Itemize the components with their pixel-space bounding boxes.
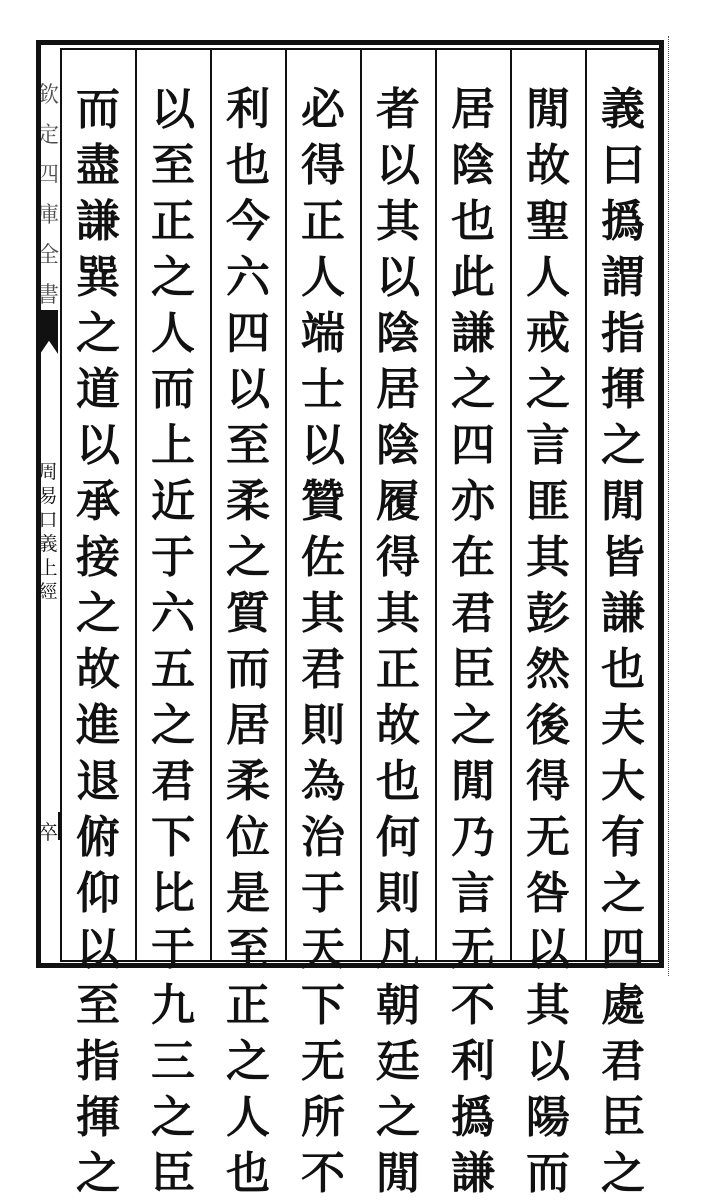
text-char: 君 bbox=[151, 756, 195, 807]
text-char: 正 bbox=[151, 196, 195, 247]
text-char: 其 bbox=[376, 588, 420, 639]
text-char: 至 bbox=[226, 924, 270, 975]
column-divider bbox=[285, 48, 287, 962]
book-title-char: 全 bbox=[36, 243, 59, 268]
text-char: 後 bbox=[526, 700, 570, 751]
text-char: 閒 bbox=[376, 1148, 420, 1199]
text-char: 于 bbox=[301, 868, 345, 919]
text-column bbox=[295, 82, 351, 1199]
text-char: 質 bbox=[226, 588, 270, 639]
text-char: 揮 bbox=[601, 364, 645, 415]
text-char: 人 bbox=[526, 252, 570, 303]
text-column bbox=[220, 82, 276, 1199]
text-char: 人 bbox=[301, 252, 345, 303]
column-divider bbox=[135, 48, 137, 962]
text-char: 于 bbox=[151, 532, 195, 583]
text-char: 以 bbox=[526, 1036, 570, 1087]
column-divider bbox=[585, 48, 587, 962]
section-label-char: 義 bbox=[38, 533, 58, 555]
text-char: 利 bbox=[451, 1036, 495, 1087]
text-char: 端 bbox=[301, 308, 345, 359]
column-divider bbox=[360, 48, 362, 962]
text-char: 六 bbox=[226, 252, 270, 303]
page-margin-strip bbox=[36, 40, 60, 968]
text-char: 不 bbox=[451, 980, 495, 1031]
text-char: 揮 bbox=[76, 1092, 120, 1143]
text-char: 俯 bbox=[76, 812, 120, 863]
section-label-char: 上 bbox=[38, 557, 58, 579]
text-char: 人 bbox=[151, 308, 195, 359]
text-char: 退 bbox=[76, 756, 120, 807]
text-char: 人 bbox=[226, 1092, 270, 1143]
text-char: 履 bbox=[376, 476, 420, 527]
text-char: 以 bbox=[301, 420, 345, 471]
text-char: 三 bbox=[151, 1036, 195, 1087]
text-char: 故 bbox=[376, 700, 420, 751]
text-char: 得 bbox=[526, 756, 570, 807]
text-char: 閒 bbox=[601, 476, 645, 527]
text-char: 之 bbox=[601, 420, 645, 471]
text-char: 以 bbox=[226, 364, 270, 415]
text-char: 正 bbox=[376, 644, 420, 695]
page-number bbox=[36, 820, 60, 844]
text-char: 之 bbox=[226, 1036, 270, 1087]
text-char: 之 bbox=[76, 588, 120, 639]
text-char: 正 bbox=[301, 196, 345, 247]
text-char: 士 bbox=[301, 364, 345, 415]
text-char: 盡 bbox=[76, 140, 120, 191]
text-char: 故 bbox=[76, 644, 120, 695]
book-title-char: 庫 bbox=[36, 203, 59, 228]
text-char: 至 bbox=[226, 420, 270, 471]
text-char: 无 bbox=[451, 924, 495, 975]
text-char: 在 bbox=[451, 532, 495, 583]
text-column bbox=[70, 82, 126, 1199]
text-char: 者 bbox=[376, 84, 420, 135]
text-char: 以 bbox=[76, 924, 120, 975]
text-char: 之 bbox=[526, 364, 570, 415]
text-char: 之 bbox=[151, 252, 195, 303]
text-char: 利 bbox=[226, 84, 270, 135]
book-title-char: 四 bbox=[36, 163, 59, 188]
text-char: 處 bbox=[601, 980, 645, 1031]
text-char: 謙 bbox=[451, 1148, 495, 1199]
text-char: 則 bbox=[376, 868, 420, 919]
text-char: 今 bbox=[226, 196, 270, 247]
text-char: 其 bbox=[376, 196, 420, 247]
text-char: 居 bbox=[226, 700, 270, 751]
text-char: 六 bbox=[151, 588, 195, 639]
scan-edge bbox=[668, 36, 677, 976]
text-char: 至 bbox=[151, 140, 195, 191]
text-char: 是 bbox=[226, 868, 270, 919]
text-char: 閒 bbox=[451, 756, 495, 807]
text-char: 此 bbox=[451, 252, 495, 303]
text-char: 贊 bbox=[301, 476, 345, 527]
text-char: 謙 bbox=[451, 308, 495, 359]
text-char: 也 bbox=[226, 1148, 270, 1199]
text-char: 亦 bbox=[451, 476, 495, 527]
text-char: 位 bbox=[226, 812, 270, 863]
text-column bbox=[445, 82, 501, 1199]
text-char: 義 bbox=[601, 84, 645, 135]
book-title bbox=[36, 76, 60, 316]
book-title-char: 欽 bbox=[36, 83, 59, 108]
text-char: 而 bbox=[151, 364, 195, 415]
book-title-char: 書 bbox=[36, 283, 59, 308]
text-char: 指 bbox=[601, 308, 645, 359]
text-char: 匪 bbox=[526, 476, 570, 527]
text-char: 陽 bbox=[526, 1092, 570, 1143]
text-char: 謂 bbox=[601, 252, 645, 303]
text-char: 近 bbox=[151, 476, 195, 527]
text-char: 下 bbox=[151, 812, 195, 863]
text-char: 四 bbox=[226, 308, 270, 359]
text-char: 于 bbox=[151, 924, 195, 975]
text-column bbox=[520, 82, 576, 1199]
text-char: 仰 bbox=[76, 868, 120, 919]
page-number-char: 卒 bbox=[38, 820, 58, 844]
text-char: 之 bbox=[451, 700, 495, 751]
text-char: 道 bbox=[76, 364, 120, 415]
text-char: 所 bbox=[301, 1092, 345, 1143]
text-char: 无 bbox=[526, 812, 570, 863]
text-char: 巽 bbox=[76, 252, 120, 303]
text-column bbox=[595, 82, 651, 1199]
section-label-char: 易 bbox=[38, 485, 58, 507]
text-char: 陰 bbox=[451, 140, 495, 191]
text-char: 為 bbox=[301, 756, 345, 807]
text-char: 閒 bbox=[526, 84, 570, 135]
text-char: 臣 bbox=[601, 1092, 645, 1143]
text-char: 之 bbox=[151, 700, 195, 751]
text-char: 以 bbox=[526, 924, 570, 975]
text-char: 居 bbox=[376, 364, 420, 415]
text-char: 之 bbox=[151, 1092, 195, 1143]
column-divider bbox=[510, 48, 512, 962]
column-divider bbox=[210, 48, 212, 962]
text-char: 君 bbox=[301, 644, 345, 695]
text-char: 得 bbox=[376, 532, 420, 583]
text-char: 九 bbox=[151, 980, 195, 1031]
text-char: 接 bbox=[76, 532, 120, 583]
page-number-rule bbox=[58, 812, 62, 840]
text-column bbox=[370, 82, 426, 1199]
text-char: 正 bbox=[226, 980, 270, 1031]
text-char: 撝 bbox=[601, 196, 645, 247]
text-char: 也 bbox=[601, 644, 645, 695]
text-char: 皆 bbox=[601, 532, 645, 583]
text-column bbox=[145, 82, 201, 1199]
section-label-char: 周 bbox=[38, 461, 58, 483]
text-char: 之 bbox=[451, 364, 495, 415]
text-char: 以 bbox=[76, 420, 120, 471]
text-char: 柔 bbox=[226, 756, 270, 807]
text-char: 下 bbox=[301, 980, 345, 1031]
text-char: 君 bbox=[451, 588, 495, 639]
text-char: 何 bbox=[376, 812, 420, 863]
text-char: 而 bbox=[76, 84, 120, 135]
text-char: 陰 bbox=[376, 308, 420, 359]
text-char: 上 bbox=[151, 420, 195, 471]
text-char: 无 bbox=[301, 1036, 345, 1087]
text-char: 四 bbox=[451, 420, 495, 471]
text-char: 乃 bbox=[451, 812, 495, 863]
text-char: 撝 bbox=[451, 1092, 495, 1143]
text-char: 臣 bbox=[151, 1148, 195, 1199]
text-char: 居 bbox=[451, 84, 495, 135]
text-char: 而 bbox=[526, 1148, 570, 1199]
text-char: 進 bbox=[76, 700, 120, 751]
text-char: 治 bbox=[301, 812, 345, 863]
text-char: 曰 bbox=[601, 140, 645, 191]
text-char: 而 bbox=[226, 644, 270, 695]
text-char: 大 bbox=[601, 756, 645, 807]
text-char: 之 bbox=[601, 1148, 645, 1199]
text-char: 之 bbox=[376, 1092, 420, 1143]
text-char: 彭 bbox=[526, 588, 570, 639]
text-char: 也 bbox=[451, 196, 495, 247]
text-char: 之 bbox=[601, 868, 645, 919]
text-char: 聖 bbox=[526, 196, 570, 247]
text-char: 指 bbox=[76, 1036, 120, 1087]
text-char: 以 bbox=[376, 140, 420, 191]
text-char: 以 bbox=[376, 252, 420, 303]
text-char: 謙 bbox=[76, 196, 120, 247]
text-char: 不 bbox=[301, 1148, 345, 1199]
text-char: 朝 bbox=[376, 980, 420, 1031]
text-char: 之 bbox=[76, 1148, 120, 1199]
text-char: 以 bbox=[151, 84, 195, 135]
text-char: 謙 bbox=[601, 588, 645, 639]
text-char: 有 bbox=[601, 812, 645, 863]
section-label bbox=[36, 460, 60, 604]
text-char: 廷 bbox=[376, 1036, 420, 1087]
text-char: 其 bbox=[301, 588, 345, 639]
text-char: 夫 bbox=[601, 700, 645, 751]
text-char: 之 bbox=[76, 308, 120, 359]
text-char: 臣 bbox=[451, 644, 495, 695]
text-char: 承 bbox=[76, 476, 120, 527]
book-title-char: 定 bbox=[36, 123, 59, 148]
text-char: 也 bbox=[376, 756, 420, 807]
text-char: 柔 bbox=[226, 476, 270, 527]
text-char: 凡 bbox=[376, 924, 420, 975]
text-char: 之 bbox=[226, 532, 270, 583]
text-char: 陰 bbox=[376, 420, 420, 471]
text-char: 則 bbox=[301, 700, 345, 751]
text-char: 戒 bbox=[526, 308, 570, 359]
text-char: 故 bbox=[526, 140, 570, 191]
text-char: 得 bbox=[301, 140, 345, 191]
text-char: 天 bbox=[301, 924, 345, 975]
text-char: 四 bbox=[601, 924, 645, 975]
text-char: 然 bbox=[526, 644, 570, 695]
section-label-char: 經 bbox=[38, 581, 58, 603]
text-char: 至 bbox=[76, 980, 120, 1031]
section-label-char: 口 bbox=[38, 509, 58, 531]
text-char: 君 bbox=[601, 1036, 645, 1087]
text-char: 五 bbox=[151, 644, 195, 695]
text-char: 其 bbox=[526, 532, 570, 583]
text-char: 言 bbox=[526, 420, 570, 471]
text-char: 也 bbox=[226, 140, 270, 191]
text-char: 必 bbox=[301, 84, 345, 135]
text-char: 其 bbox=[526, 980, 570, 1031]
text-char: 比 bbox=[151, 868, 195, 919]
column-divider bbox=[435, 48, 437, 962]
text-char: 言 bbox=[451, 868, 495, 919]
text-char: 咎 bbox=[526, 868, 570, 919]
text-char: 佐 bbox=[301, 532, 345, 583]
